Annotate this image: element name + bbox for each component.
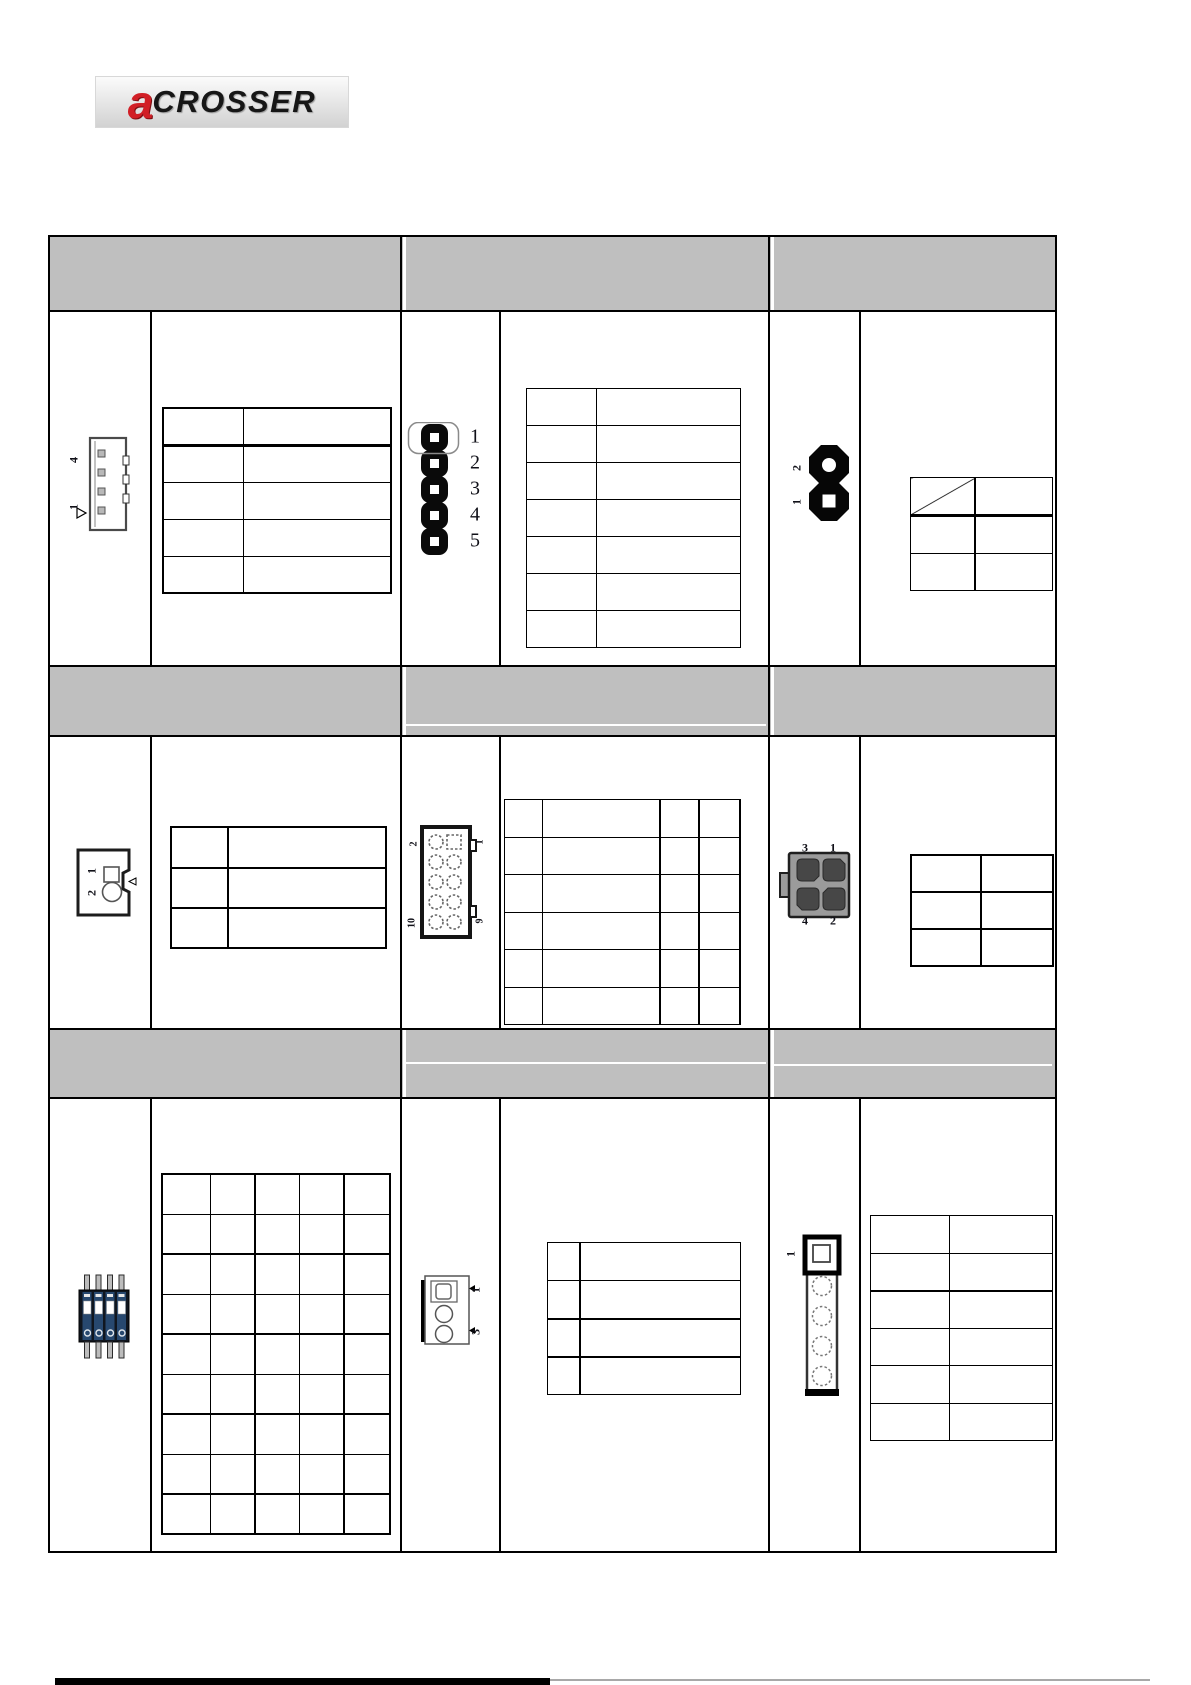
table-cell xyxy=(527,611,597,648)
table-cell xyxy=(505,950,543,988)
table-cell xyxy=(975,478,1053,516)
section-header-band-2 xyxy=(50,667,1055,737)
table-cell xyxy=(699,838,740,875)
table-cell xyxy=(950,1329,1053,1366)
table-cell xyxy=(911,516,975,554)
table-cell xyxy=(597,389,741,426)
table-cell xyxy=(228,827,386,868)
table-cell xyxy=(243,519,391,556)
band-gap xyxy=(771,667,774,735)
table-cell xyxy=(344,1494,390,1534)
column-divider xyxy=(400,237,402,1551)
cell-divider xyxy=(150,1099,152,1553)
band-gap xyxy=(771,237,774,310)
table-cell xyxy=(210,1174,255,1214)
table-cell xyxy=(580,1319,741,1357)
footer-banner-fragment xyxy=(55,1678,550,1685)
table-cell xyxy=(299,1334,344,1374)
connector-diagram-5pin-vertical xyxy=(797,1230,852,1400)
divider xyxy=(50,735,1055,737)
table-cell xyxy=(597,574,741,611)
acrosser-logo xyxy=(95,76,349,128)
pin-table-r2c3 xyxy=(910,854,1054,967)
table-cell xyxy=(255,1334,299,1374)
pin-number: 2 xyxy=(470,451,480,474)
pin1-square xyxy=(104,867,119,882)
table-cell xyxy=(243,408,391,445)
pin-label: 9 xyxy=(474,918,486,924)
table-cell xyxy=(243,445,391,482)
table-cell xyxy=(210,1414,255,1454)
pin-label: 2 xyxy=(84,890,99,896)
table-cell xyxy=(699,875,740,913)
table-cell xyxy=(543,988,660,1025)
table-cell xyxy=(210,1334,255,1374)
table-cell xyxy=(299,1214,344,1254)
table-cell xyxy=(505,838,543,875)
table-cell xyxy=(299,1454,344,1494)
table-cell xyxy=(255,1254,299,1294)
table-cell xyxy=(580,1281,741,1319)
connector-diagram-3pin-box xyxy=(417,1272,479,1350)
connector-diagram-5pin-header xyxy=(407,422,467,562)
connector-diagram-10pin-box xyxy=(420,824,482,942)
table-cell xyxy=(210,1214,255,1254)
table-cell xyxy=(911,478,975,516)
cell-divider xyxy=(859,312,861,665)
pin-label: 4 xyxy=(802,913,808,928)
table-cell xyxy=(660,950,699,988)
table-cell xyxy=(950,1366,1053,1404)
table-cell xyxy=(981,855,1053,892)
table-cell xyxy=(162,1494,210,1534)
pin-table-r3c3 xyxy=(870,1215,1053,1441)
table-cell xyxy=(548,1319,580,1357)
table-cell xyxy=(911,554,975,591)
pin-number: 5 xyxy=(470,529,480,552)
table-cell xyxy=(344,1174,390,1214)
table-cell xyxy=(527,574,597,611)
pin-label: 1 xyxy=(84,868,99,874)
table-cell xyxy=(950,1254,1053,1291)
table-cell xyxy=(344,1214,390,1254)
table-cell xyxy=(527,537,597,574)
pin1-square xyxy=(813,1245,830,1262)
pin-label: 4 xyxy=(66,457,81,463)
table-cell xyxy=(981,929,1053,966)
table-cell xyxy=(344,1294,390,1334)
pin-table-r3c2 xyxy=(547,1242,741,1395)
pin-label: 1 xyxy=(789,499,804,505)
table-cell xyxy=(299,1374,344,1414)
table-cell xyxy=(527,389,597,426)
table-cell xyxy=(505,988,543,1025)
footer-rule xyxy=(550,1679,1150,1681)
pin-number: 4 xyxy=(470,503,480,526)
table-cell xyxy=(210,1254,255,1294)
table-cell xyxy=(255,1494,299,1534)
table-cell xyxy=(871,1291,950,1329)
pin-label: 2 xyxy=(830,913,836,928)
cell-divider xyxy=(150,312,152,665)
table-cell xyxy=(299,1414,344,1454)
table-cell xyxy=(505,913,543,950)
pin-label: 1 xyxy=(468,1287,483,1293)
band-gap xyxy=(403,237,406,310)
connector-diagram-4pin-wafer xyxy=(64,430,139,538)
table-cell xyxy=(580,1243,741,1281)
table-cell xyxy=(527,463,597,500)
pin-number: 1 xyxy=(470,425,480,448)
cell-divider xyxy=(499,312,501,665)
table-cell xyxy=(543,913,660,950)
table-cell xyxy=(527,426,597,463)
table-cell xyxy=(210,1374,255,1414)
table-cell xyxy=(299,1174,344,1214)
table-cell xyxy=(871,1254,950,1291)
table-cell xyxy=(344,1454,390,1494)
pin-table-r1c3 xyxy=(910,477,1053,591)
pin-label: 1 xyxy=(783,1251,798,1257)
table-cell xyxy=(543,950,660,988)
table-cell xyxy=(950,1291,1053,1329)
table-cell xyxy=(660,913,699,950)
table-cell xyxy=(950,1216,1053,1254)
pin-label: 2 xyxy=(408,841,420,847)
table-cell xyxy=(255,1174,299,1214)
table-cell xyxy=(210,1494,255,1534)
dip-legs-bottom xyxy=(85,1342,125,1358)
table-cell xyxy=(299,1294,344,1334)
table-cell xyxy=(171,868,228,908)
table-cell xyxy=(162,1414,210,1454)
table-cell xyxy=(975,516,1053,554)
pin-label: 1 xyxy=(830,840,836,855)
table-cell xyxy=(163,519,243,556)
table-cell xyxy=(163,408,243,445)
table-cell xyxy=(255,1414,299,1454)
table-cell xyxy=(162,1294,210,1334)
pin-table-r2c1 xyxy=(170,826,387,949)
table-cell xyxy=(255,1214,299,1254)
table-cell xyxy=(163,482,243,519)
table-cell xyxy=(299,1254,344,1294)
table-cell xyxy=(597,611,741,648)
table-cell xyxy=(981,892,1053,929)
band-gap xyxy=(406,1062,766,1064)
divider xyxy=(50,1097,1055,1099)
table-cell xyxy=(660,875,699,913)
table-cell xyxy=(162,1334,210,1374)
band-gap xyxy=(774,1064,1052,1066)
table-cell xyxy=(344,1374,390,1414)
table-cell xyxy=(255,1294,299,1334)
pin-label: 2 xyxy=(789,465,804,471)
table-cell xyxy=(699,800,740,838)
cell-divider xyxy=(499,737,501,1028)
table-cell xyxy=(543,838,660,875)
table-cell xyxy=(871,1216,950,1254)
table-cell xyxy=(660,988,699,1025)
table-cell xyxy=(171,908,228,948)
table-cell xyxy=(975,554,1053,591)
pin-number: 3 xyxy=(470,477,480,500)
table-cell xyxy=(210,1294,255,1334)
cell-divider xyxy=(150,737,152,1028)
connector-diagram-4pin-power xyxy=(777,845,862,930)
table-cell xyxy=(543,875,660,913)
table-cell xyxy=(243,482,391,519)
table-cell xyxy=(162,1214,210,1254)
table-cell xyxy=(243,556,391,593)
pin-label: 3 xyxy=(468,1329,483,1335)
table-cell xyxy=(871,1329,950,1366)
pin-label: 1 xyxy=(66,504,81,510)
table-cell xyxy=(171,827,228,868)
connector-diagram-2pin-box xyxy=(72,845,140,921)
dip-legs-top xyxy=(85,1275,125,1291)
column-divider xyxy=(768,237,770,1551)
table-cell xyxy=(162,1454,210,1494)
table-cell xyxy=(597,426,741,463)
table-cell xyxy=(162,1254,210,1294)
pin1-square-center xyxy=(823,495,836,508)
table-cell xyxy=(548,1357,580,1395)
table-cell xyxy=(871,1366,950,1404)
table-cell xyxy=(255,1454,299,1494)
table-cell xyxy=(162,1174,210,1214)
pin2-round xyxy=(103,883,122,902)
table-cell xyxy=(548,1281,580,1319)
connector-section-grid xyxy=(48,235,1057,1553)
table-cell xyxy=(228,908,386,948)
table-cell xyxy=(344,1414,390,1454)
band-gap xyxy=(406,724,766,726)
table-cell xyxy=(597,463,741,500)
divider xyxy=(50,310,1055,312)
table-cell xyxy=(699,950,740,988)
table-cell xyxy=(505,800,543,838)
table-cell xyxy=(911,855,981,892)
table-cell xyxy=(660,800,699,838)
pin2-round-center xyxy=(822,458,836,472)
header-pins xyxy=(421,424,448,555)
logo-letter-a: a xyxy=(127,76,152,128)
table-cell xyxy=(699,913,740,950)
table-cell xyxy=(505,875,543,913)
table-cell xyxy=(527,500,597,537)
table-cell xyxy=(228,868,386,908)
table-cell xyxy=(597,537,741,574)
pin-label: 10 xyxy=(406,918,418,928)
notch-arrow-icon xyxy=(129,878,136,885)
table-cell xyxy=(299,1494,344,1534)
table-cell xyxy=(660,838,699,875)
table-cell xyxy=(911,892,981,929)
table-cell xyxy=(871,1404,950,1441)
connector-diagram-2pin xyxy=(784,444,859,536)
table-cell xyxy=(210,1454,255,1494)
table-cell xyxy=(580,1357,741,1395)
table-cell xyxy=(597,500,741,537)
pin-label: 1 xyxy=(474,839,486,845)
dip-switch-diagram xyxy=(78,1274,130,1360)
table-cell xyxy=(548,1243,580,1281)
table-cell xyxy=(163,556,243,593)
table-cell xyxy=(543,800,660,838)
table-cell xyxy=(162,1374,210,1414)
dip-setting-table xyxy=(161,1173,391,1535)
cell-divider xyxy=(859,1099,861,1553)
pin-table-r1c1 xyxy=(162,407,392,594)
table-cell xyxy=(344,1254,390,1294)
pin-table-r2c2 xyxy=(504,799,741,1025)
table-cell xyxy=(911,929,981,966)
pin-label: 3 xyxy=(802,840,808,855)
pin-table-r1c2 xyxy=(526,388,741,648)
table-cell xyxy=(344,1334,390,1374)
table-cell xyxy=(950,1404,1053,1441)
logo-text: CROSSER xyxy=(152,84,317,119)
table-cell xyxy=(699,988,740,1025)
table-cell xyxy=(255,1374,299,1414)
cell-divider xyxy=(499,1099,501,1553)
table-cell xyxy=(163,445,243,482)
section-header-band-1 xyxy=(50,237,1055,312)
